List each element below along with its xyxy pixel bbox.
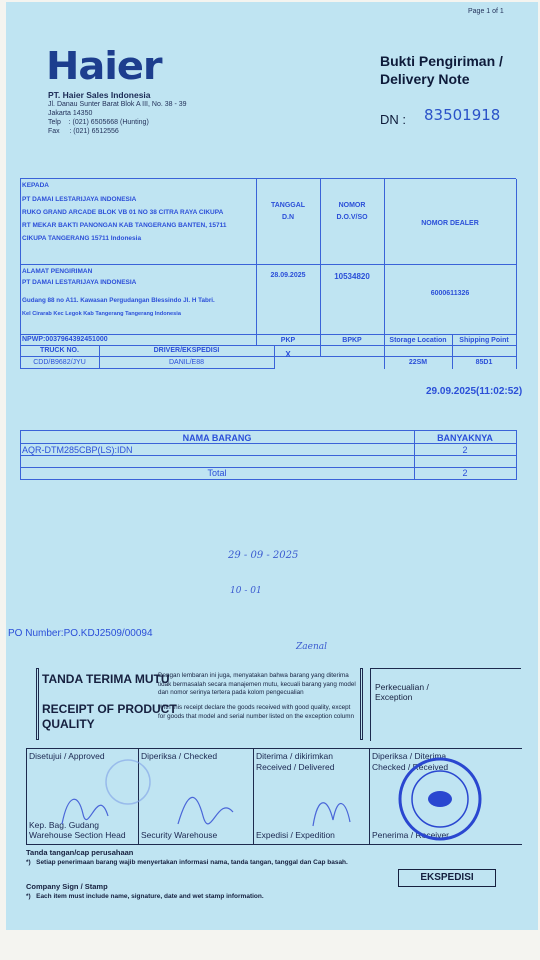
total-value: 2 bbox=[462, 468, 468, 478]
address-line: Jl. Danau Sunter Barat Blok A III, No. 38 - 39 bbox=[48, 101, 187, 108]
kepada-line: RT MEKAR BAKTI PANONGAN KAB TANGERANG BANTEN, 15711 bbox=[22, 222, 227, 229]
document-title bbox=[380, 52, 503, 88]
faint-stamp-icon bbox=[106, 760, 150, 804]
pkp-label: PKP bbox=[280, 337, 296, 344]
receipt-title-en bbox=[42, 702, 177, 732]
alamat-label: ALAMAT PENGIRIMAN bbox=[22, 268, 93, 275]
sig-approved-title: Disetujui / Approved bbox=[29, 751, 105, 761]
phone-line: Telp : (021) 6505668 (Hunting) bbox=[48, 119, 149, 126]
note-line: *) Each item must include name, signature, date and wet stamp information. bbox=[26, 893, 264, 900]
sig-received-footer: Penerima / Receiver bbox=[372, 830, 450, 840]
fax-line: Fax : (021) 6512556 bbox=[48, 128, 119, 135]
tanggal-sub: D.N bbox=[281, 214, 295, 221]
qty-header: BANYAKNYA bbox=[437, 433, 493, 443]
signature-checked-icon bbox=[178, 797, 233, 824]
sig-checked-footer: Security Warehouse bbox=[141, 830, 218, 840]
sig-title-line: Checked / Received bbox=[372, 762, 449, 772]
storage-label: Storage Location bbox=[389, 337, 447, 344]
alamat-line: PT DAMAI LESTARIJAYA INDONESIA bbox=[22, 279, 137, 286]
exception-line: Perkecualian / bbox=[375, 682, 429, 692]
dn-label: DN : bbox=[380, 112, 406, 127]
sig-title-line: Diperiksa / Diterima bbox=[372, 751, 447, 761]
po-number: PO Number:PO.KDJ2509/00094 bbox=[8, 628, 153, 639]
total-label: Total bbox=[207, 468, 227, 478]
bpkp-label: BPKP bbox=[342, 337, 362, 344]
driver-label: DRIVER/EKSPEDISI bbox=[153, 347, 220, 354]
receipt-text-id: Dengan lembaran ini juga, menyatakan bahwa barang yang diterima tidak bermasalah secara manajemen mutu, kecuali barang yang model dan nomor serinya tertera pada kolom pengecualian bbox=[158, 672, 356, 696]
sig-title-line: Received / Delivered bbox=[256, 762, 335, 772]
receipt-title-id: TANDA TERIMA MUTU bbox=[42, 672, 170, 686]
kepada-line: CIKUPA TANGERANG 15711 Indonesia bbox=[22, 235, 142, 242]
kepada-line: RUKO GRAND ARCADE BLOK VB 01 NO 38 CITRA RAYA CIKUPA bbox=[22, 209, 224, 216]
truck-label: TRUCK NO. bbox=[40, 347, 79, 354]
exception-label bbox=[375, 682, 429, 702]
sig-footer-line: Warehouse Section Head bbox=[29, 830, 126, 840]
tanggal-label: TANGGAL bbox=[270, 202, 306, 209]
nomor-sub: D.O.V/SO bbox=[336, 214, 368, 221]
receipt-title-en-line: QUALITY bbox=[42, 717, 95, 731]
handwritten-initials: Zaenal bbox=[296, 642, 327, 652]
receipt-text-en: With this receipt declare the goods received with good quality, except for goods that model and serial number listed on the exception column bbox=[158, 704, 355, 720]
kepada-label: KEPADA bbox=[22, 182, 49, 189]
npwp: NPWP:0037964392451000 bbox=[22, 336, 108, 343]
sig-checked-title: Diperiksa / Checked bbox=[141, 751, 218, 761]
handwritten-time: 10 - 01 bbox=[230, 586, 262, 596]
truck-value: CDD/B9682/JYU bbox=[33, 359, 86, 366]
signature-delivered-icon bbox=[313, 803, 350, 826]
haier-logo: Haier bbox=[46, 44, 162, 88]
note-line: Company Sign / Stamp bbox=[26, 882, 108, 891]
handwritten-date: 29 - 09 - 2025 bbox=[228, 550, 299, 561]
storage-value: 22SM bbox=[408, 359, 428, 366]
alamat-line: Kel Cirarab Kec Legok Kab Tangerang Tangerang Indonesia bbox=[22, 311, 181, 317]
sig-delivered-footer: Expedisi / Expedition bbox=[256, 830, 335, 840]
name-header: NAMA BARANG bbox=[182, 433, 252, 443]
pkp-value: X bbox=[285, 350, 291, 359]
alamat-line: Gudang 88 no A11. Kawasan Pergudangan Blessindo Jl. H Tabri. bbox=[22, 297, 215, 304]
title-line-en: Delivery Note bbox=[380, 71, 470, 87]
page-label: Page 1 of 1 bbox=[468, 8, 504, 15]
nomor-value: 10534820 bbox=[334, 272, 370, 281]
note-line: *) Setiap penerimaan barang wajib menyertakan informasi nama, tanda tangan, tanggal dan Cap basah. bbox=[26, 859, 348, 866]
tanggal-value: 28.09.2025 bbox=[270, 272, 306, 279]
signatures-and-stamps bbox=[28, 754, 518, 842]
title-line-id: Bukti Pengiriman / bbox=[380, 53, 503, 69]
item-qty: 2 bbox=[462, 445, 468, 455]
company-name: PT. Haier Sales Indonesia bbox=[48, 90, 151, 100]
item-name: AQR-DTM285CBP(LS):IDN bbox=[22, 445, 133, 455]
printed-timestamp: 29.09.2025(11:02:52) bbox=[426, 386, 523, 397]
sig-footer-line: Kep. Bag. Gudang bbox=[29, 820, 99, 830]
address-line: Jakarta 14350 bbox=[48, 110, 93, 117]
driver-value: DANIL/E88 bbox=[168, 359, 205, 366]
kepada-line: PT DAMAI LESTARIJAYA INDONESIA bbox=[22, 196, 137, 203]
shipping-label: Shipping Point bbox=[459, 337, 509, 344]
dealer-label: NOMOR DEALER bbox=[421, 220, 479, 227]
shipping-value: 85D1 bbox=[475, 359, 493, 366]
sig-title-line: Diterima / dikirimkan bbox=[256, 751, 333, 761]
exception-line: Exception bbox=[375, 692, 413, 702]
delivery-note-sheet bbox=[6, 2, 538, 930]
dealer-value: 6000611326 bbox=[430, 290, 470, 297]
nomor-label: NOMOR bbox=[338, 202, 366, 209]
receipt-title-en-line: RECEIPT OF PRODUCT bbox=[42, 702, 177, 716]
signature-approved-icon bbox=[62, 799, 108, 824]
copy-label: EKSPEDISI bbox=[398, 869, 496, 887]
dn-number: 83501918 bbox=[424, 106, 501, 124]
note-line: Tanda tangan/cap perusahaan bbox=[26, 848, 134, 857]
